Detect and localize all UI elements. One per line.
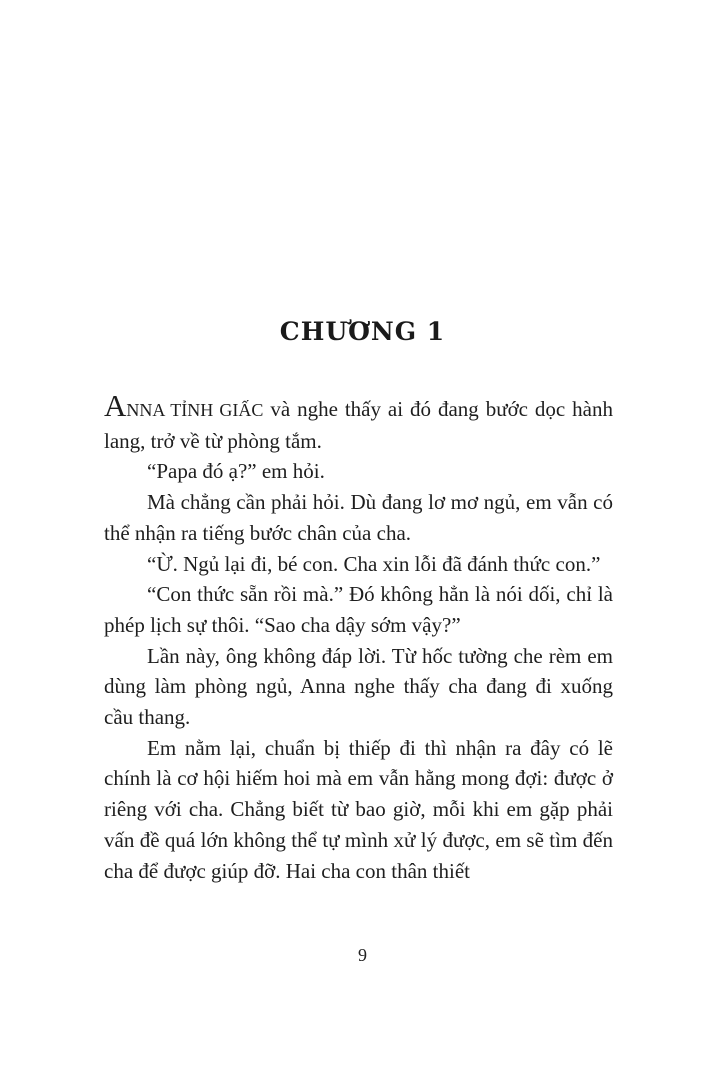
- opening-text: và nghe thấy ai đó đang bước dọc hành lang, trở về từ phòng tắm.: [104, 397, 613, 453]
- paragraph: Mà chẳng cần phải hỏi. Dù đang lơ mơ ngủ, em vẫn có thể nhận ra tiếng bước chân của cha.: [104, 490, 613, 545]
- chapter-title: CHƯƠNG 1: [279, 316, 446, 346]
- drop-cap: A: [104, 388, 127, 423]
- opening-small-caps: NNA TỈNH GIẤC: [126, 400, 264, 420]
- opening-paragraph: [104, 390, 613, 456]
- paragraph: Lần này, ông không đáp lời. Từ hốc tường che rèm em dùng làm phòng ngủ, Anna nghe thấy cha đang đi xuống cầu thang.: [104, 643, 613, 730]
- paragraph: Em nằm lại, chuẩn bị thiếp đi thì nhận ra đây có lẽ chính là cơ hội hiếm hoi mà em vẫn hằng mong đợi: được ở riêng với cha. Chẳng biết từ bao giờ, mỗi khi em gặp phải vấn đề quá lớn không thể tự mình xử lý được, em sẽ tìm đến cha để được giúp đỡ. Hai cha con thân thiết: [104, 735, 613, 883]
- paragraph: “Ừ. Ngủ lại đi, bé con. Cha xin lỗi đã đánh thức con.”: [147, 551, 601, 576]
- body-text: [104, 390, 613, 886]
- page-number: 9: [358, 945, 367, 965]
- paragraph: “Papa đó ạ?” em hỏi.: [147, 459, 325, 484]
- paragraph: “Con thức sẵn rồi mà.” Đó không hẳn là nói dối, chỉ là phép lịch sự thôi. “Sao cha dậy sớm vậy?”: [104, 582, 613, 637]
